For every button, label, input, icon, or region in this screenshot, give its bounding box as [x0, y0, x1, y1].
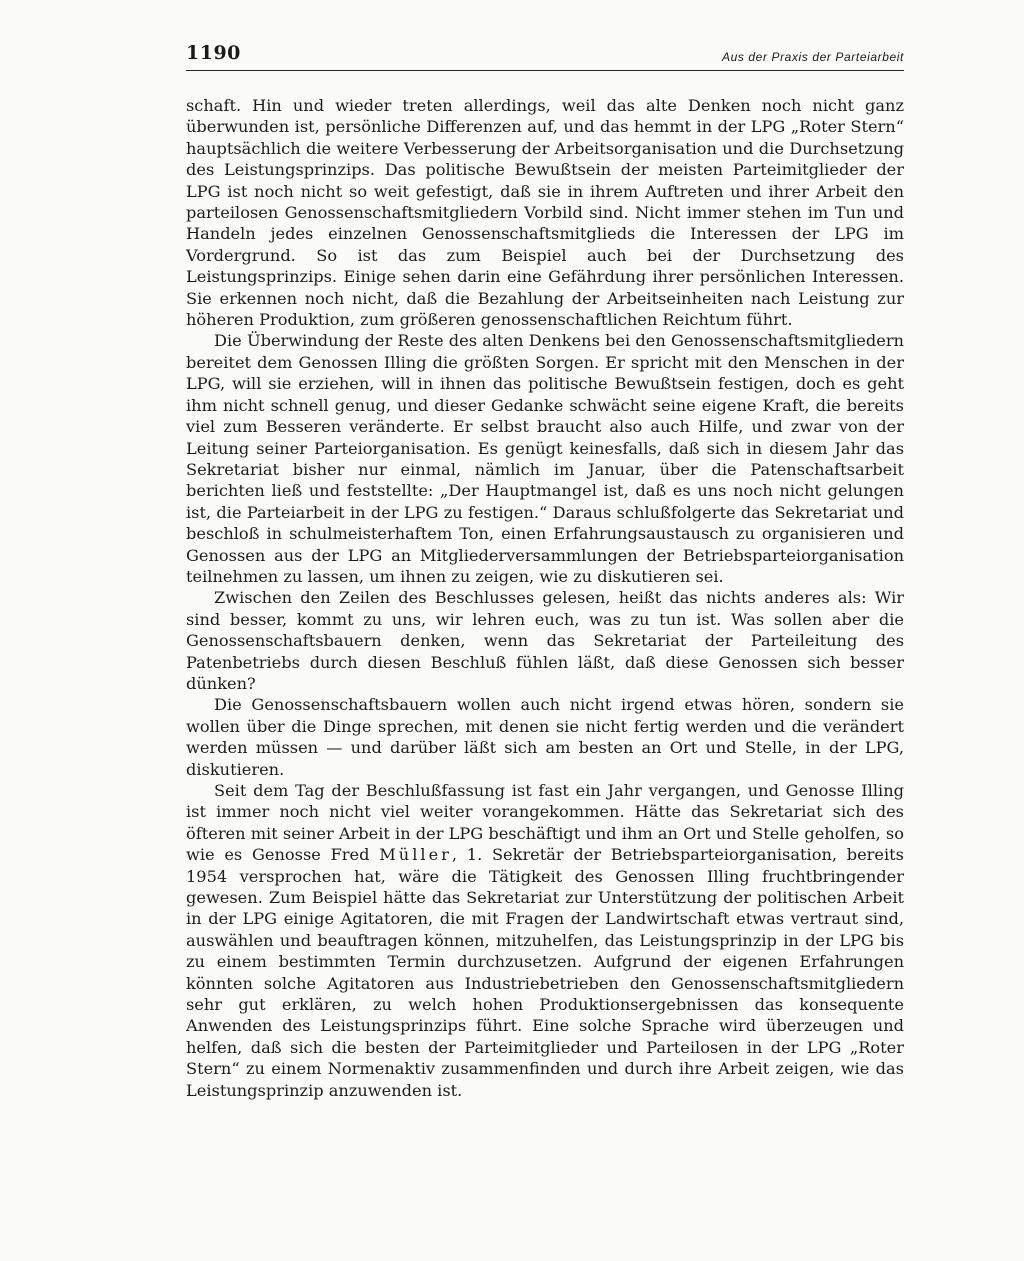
- paragraph-2: Die Überwindung der Reste des alten Denkens bei den Genossenschaftsmitgliedern bereitet dem Genossen Illing die größten Sorgen. Er spricht mit den Menschen in der LPG, will sie erziehen, will in ihnen das politische Bewußtsein festigen, doch es geht ihm nicht schnell genug, und dieser Gedanke schwächt seine eigene Kraft, die bereits viel zum Besseren veränderte. Er selbst braucht also auch Hilfe, und zwar von der Leitung seiner Parteiorganisation. Es genügt keinesfalls, daß sich in diesem Jahr das Sekretariat bisher nur einmal, nämlich im Januar, über die Patenschaftsarbeit berichten ließ und feststellte: „Der Hauptmangel ist, daß es uns noch nicht gelungen ist, die Parteiarbeit in der LPG zu festigen.“ Daraus schlußfolgerte das Sekretariat und beschloß in schulmeisterhaftem Ton, einen Erfahrungsaustausch zu organisieren und Genossen aus der LPG an Mitgliederversammlungen der Betriebsparteiorganisation teilnehmen zu lassen, um ihnen zu zeigen, wie zu diskutieren sei.: [186, 331, 904, 586]
- paragraph-3: Zwischen den Zeilen des Beschlusses gelesen, heißt das nichts anderes als: Wir sind besser, kommt zu uns, wir lehren euch, was zu tun ist. Was sollen aber die Genossenschaftsbauern denken, wenn das Sekretariat der Parteileitung des Patenbetriebs durch diesen Beschluß fühlen läßt, daß diese Genossen sich besser dünken?: [186, 588, 904, 693]
- paragraph-4: Die Genossenschaftsbauern wollen auch nicht irgend etwas hören, sondern sie wollen über die Dinge sprechen, mit denen sie nicht fertig werden und die verändert werden müssen — und darüber läßt sich am besten an Ort und Stelle, in der LPG, diskutieren.: [186, 695, 904, 779]
- page-number: 1190: [186, 42, 241, 64]
- paragraph-5-part-2: , 1. Sekretär der Betriebsparteiorganisation, bereits 1954 versprochen hat, wäre die Tätigkeit des Genossen Illing fruchtbringender gewesen. Zum Beispiel hätte das Sekretariat zur Unterstützung der politischen Arbeit in der LPG einige Agitatoren, die mit Fragen der Landwirtschaft etwas vertraut sind, auswählen und beauftragen können, mitzuhelfen, das Leistungsprinzip in der LPG bis zu einem bestimmten Termin durchzusetzen. Aufgrund der eigenen Erfahrungen könnten solche Agitatoren aus Industriebetrieben den Genossenschaftsmitgliedern sehr gut erklären, zu welch hohen Produktionsergebnissen das konsequente Anwenden des Leistungsprinzips führt. Eine solche Sprache wird überzeugen und helfen, daß sich die besten der Parteimitglieder und Parteilosen in der LPG „Roter Stern“ zu einem Normenaktiv zusammenfinden und durch ihre Arbeit zeigen, wie das Leistungsprinzip anzuwenden ist.: [186, 845, 904, 1100]
- page-header: [186, 40, 904, 71]
- paragraph-5-part-1: Seit dem Tag der Beschlußfassung ist fast ein Jahr vergangen, und Genosse Illing ist immer noch nicht viel weiter vorangekommen. Hätte das Sekretariat sich des öfteren mit seiner Arbeit in der LPG beschäftigt und ihm an Ort und Stelle geholfen, so wie es Genosse Fred: [186, 781, 904, 865]
- body-text: [186, 95, 904, 1101]
- person-name-spaced: Müller: [379, 845, 452, 865]
- paragraph-5: [186, 780, 904, 1101]
- paragraph-1: schaft. Hin und wieder treten allerdings, weil das alte Denken noch nicht ganz überwunden ist, persönliche Differenzen auf, und das hemmt in der LPG „Roter Stern“ hauptsächlich die weitere Verbesserung der Arbeitsorganisation und die Durchsetzung des Leistungsprinzips. Das politische Bewußtsein der meisten Parteimitglieder der LPG ist noch nicht so weit gefestigt, daß sie in ihrem Auftreten und ihrer Arbeit den parteilosen Genossenschaftsmitgliedern Vorbild sind. Nicht immer stehen im Tun und Handeln jedes einzelnen Genossenschaftsmitglieds die Interessen der LPG im Vordergrund. So ist das zum Beispiel auch bei der Durchsetzung des Leistungsprinzips. Einige sehen darin eine Gefährdung ihrer persönlichen Interessen. Sie erkennen noch nicht, daß die Bezahlung der Arbeitseinheiten nach Leistung zur höheren Produktion, zum größeren genossenschaftlichen Reichtum führt.: [186, 96, 904, 330]
- running-head: Aus der Praxis der Parteiarbeit: [721, 50, 904, 64]
